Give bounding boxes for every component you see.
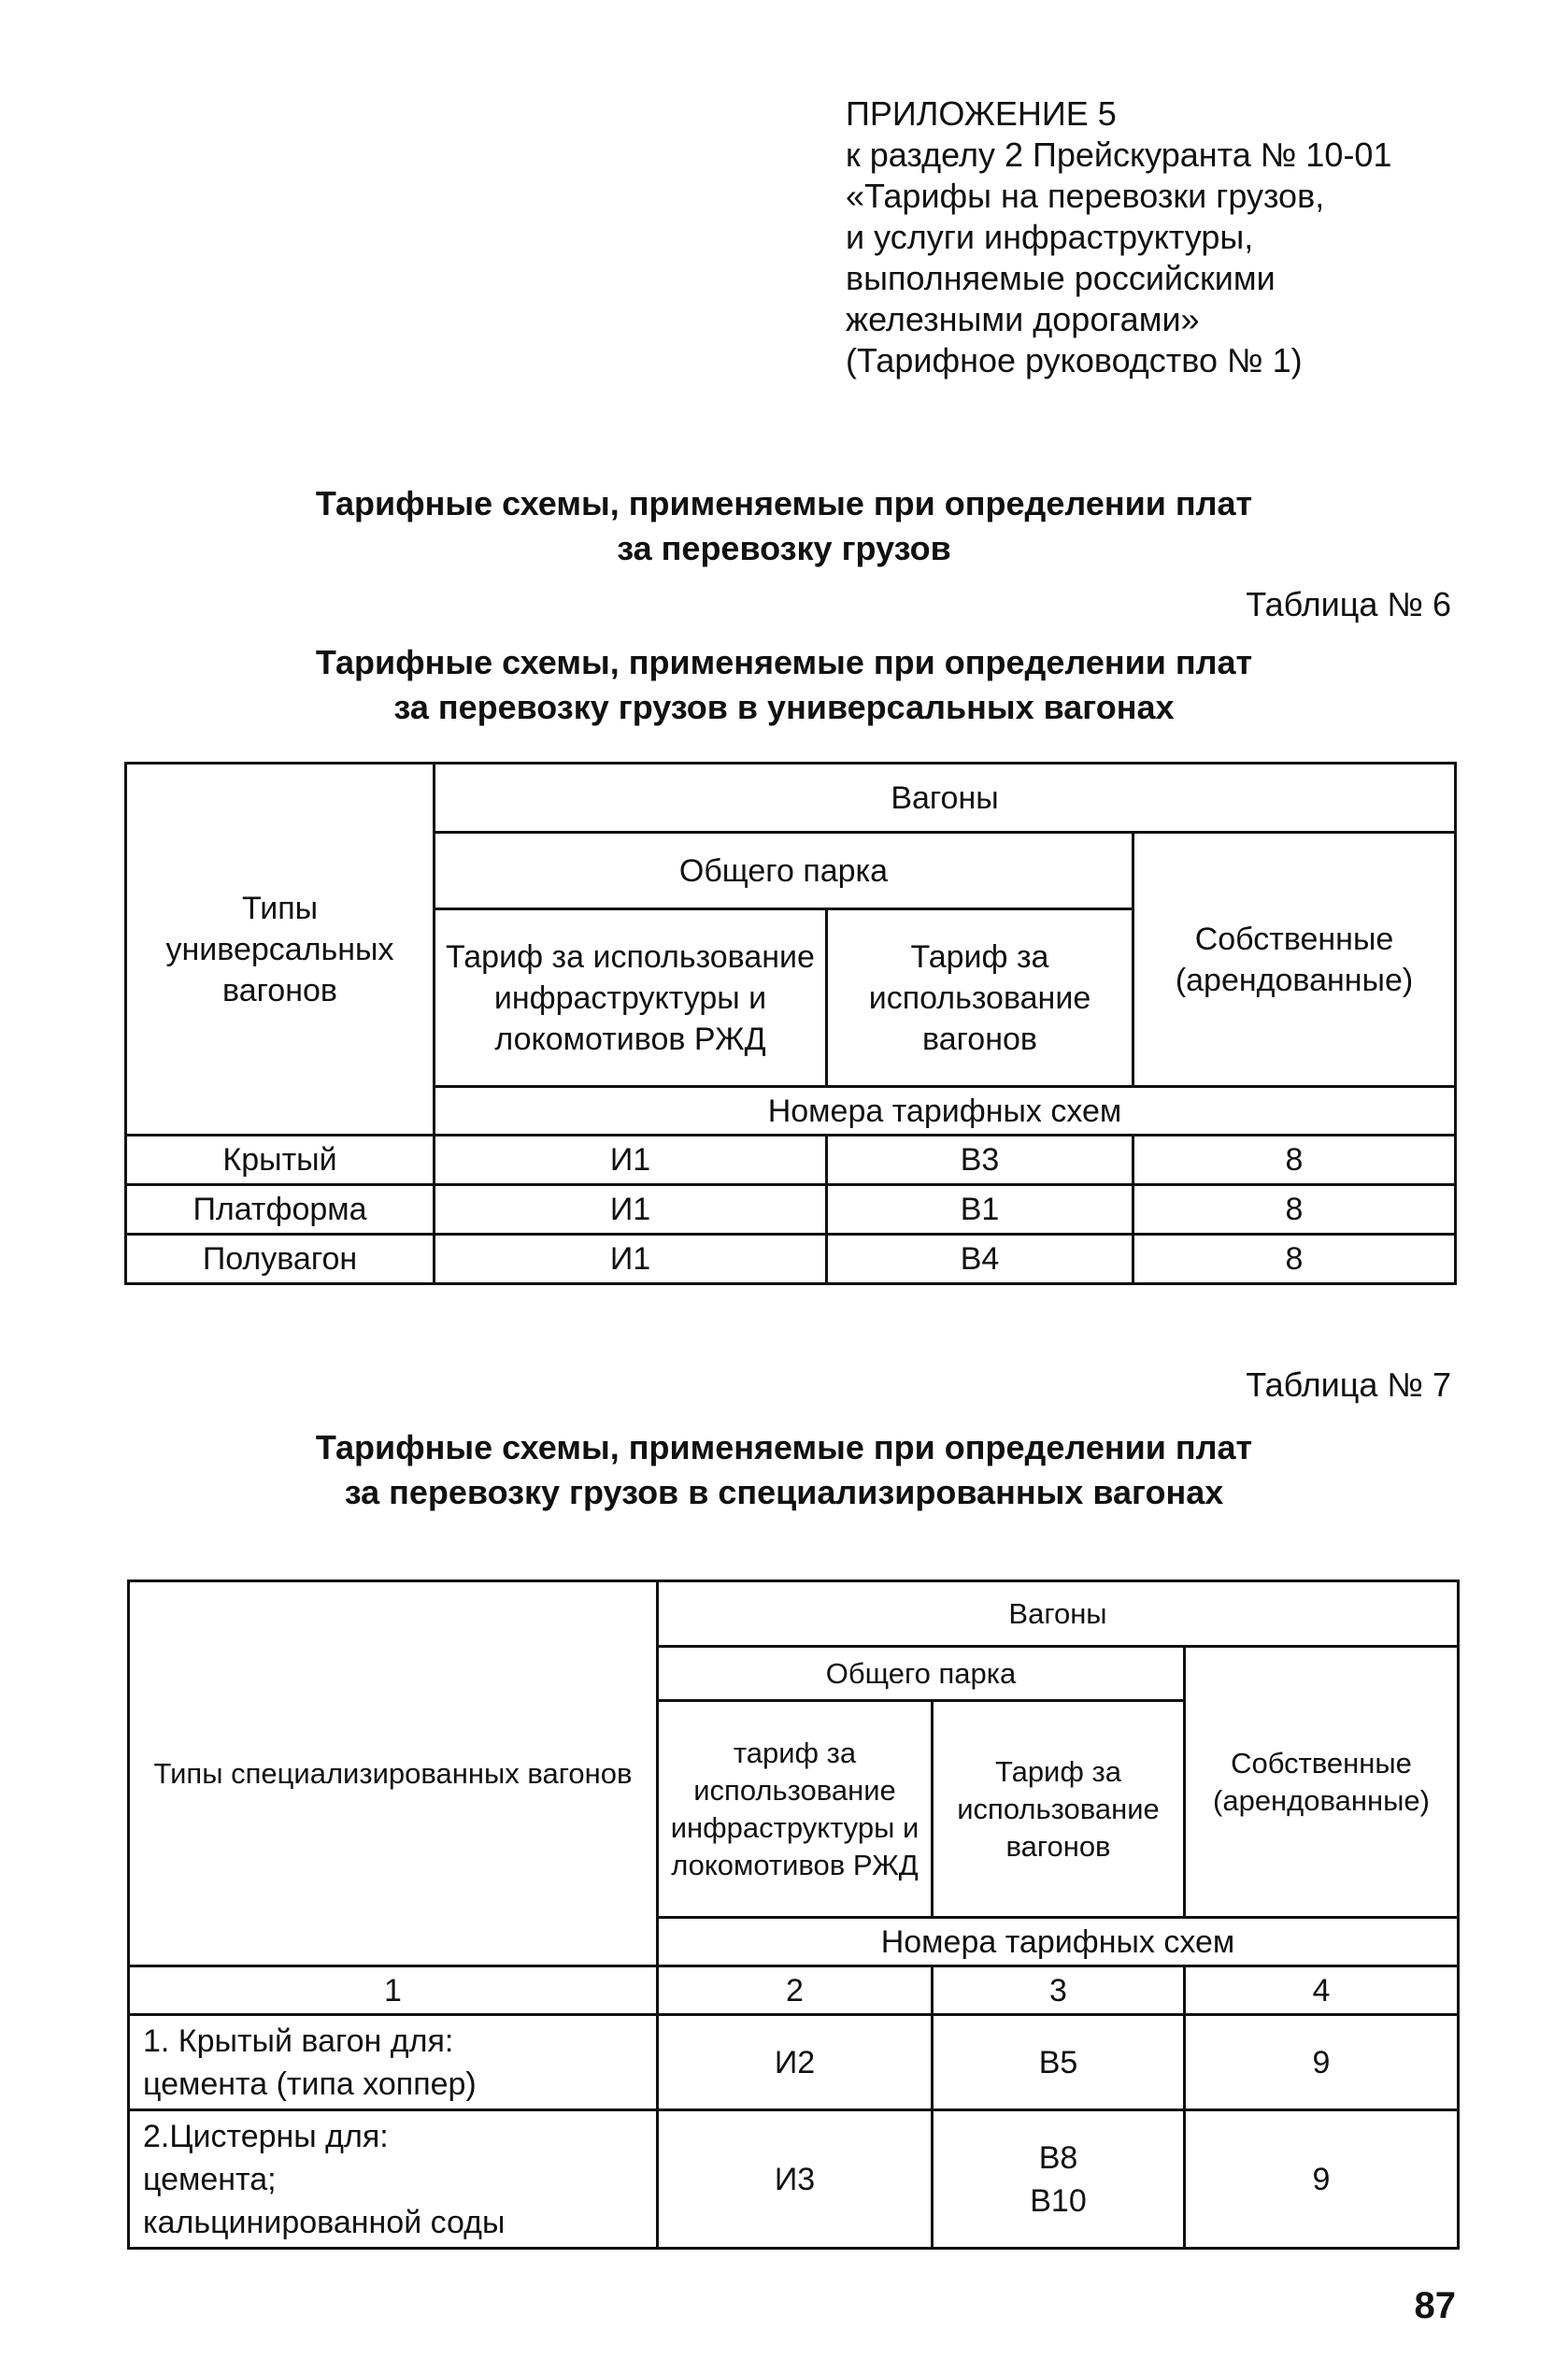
row-type-line: кальцинированной соды — [143, 2204, 506, 2240]
table-row — [126, 1235, 1456, 1284]
table7-header-general-park: Общего парка — [658, 1647, 1185, 1701]
table-row — [129, 2015, 1459, 2110]
table6-header-scheme-numbers: Номера тарифных схем — [435, 1087, 1456, 1136]
table-row — [126, 1136, 1456, 1185]
table7-title — [0, 1425, 1568, 1515]
table7-header-own: Собственные (арендованные) — [1185, 1647, 1459, 1918]
table6-title-line: за перевозку грузов в универсальных вагонах — [393, 688, 1175, 726]
row-type-line: цемента; — [143, 2161, 277, 2197]
table6-header-wagons: Вагоны — [435, 764, 1456, 833]
main-title-line: за перевозку грузов — [617, 529, 951, 567]
col-number: 1 — [129, 1966, 658, 2015]
row-type — [129, 2015, 658, 2110]
appendix-line: к разделу 2 Прейскуранта № 10-01 — [846, 136, 1392, 174]
row-type: Крытый — [126, 1136, 435, 1185]
col-number: 4 — [1185, 1966, 1459, 2015]
table6-number: Таблица № 6 — [1246, 585, 1451, 623]
table7-title-line: за перевозку грузов в специализированных вагонах — [344, 1473, 1224, 1511]
appendix-header — [846, 93, 1500, 381]
table7-header-tariff-infra: тариф за использование инфраструктуры и локомотивов РЖД — [658, 1701, 933, 1918]
row-wagons — [933, 2110, 1185, 2249]
row-wagons-line: В10 — [1030, 2182, 1087, 2219]
table7-header-scheme-numbers: Номера тарифных схем — [658, 1918, 1459, 1966]
table7-number: Таблица № 7 — [1246, 1365, 1451, 1404]
row-type: Полувагон — [126, 1235, 435, 1284]
row-wagons: В3 — [827, 1136, 1133, 1185]
table6-header-own: Собственные (арендованные) — [1133, 833, 1456, 1087]
row-infra: И1 — [435, 1185, 827, 1235]
main-title-line: Тарифные схемы, применяемые при определении плат — [315, 484, 1253, 522]
table7 — [127, 1580, 1460, 2250]
row-wagons — [933, 2015, 1185, 2110]
row-infra: И1 — [435, 1136, 827, 1185]
table6-header-tariff-wagons: Тариф за использование вагонов — [827, 909, 1133, 1087]
table6-title-line: Тарифные схемы, применяемые при определении плат — [315, 643, 1253, 681]
table-row — [129, 1966, 1459, 2015]
table6-header-general-park: Общего парка — [435, 833, 1133, 909]
appendix-line: «Тарифы на перевозки грузов, — [846, 177, 1325, 215]
table6-title — [0, 640, 1568, 730]
col-number: 3 — [933, 1966, 1185, 2015]
row-own: 9 — [1185, 2015, 1459, 2110]
row-infra: И3 — [658, 2110, 933, 2249]
row-own: 8 — [1133, 1136, 1456, 1185]
appendix-line: железными дорогами» — [846, 300, 1200, 338]
main-title — [0, 481, 1568, 571]
row-own: 8 — [1133, 1185, 1456, 1235]
table6-header-tariff-infra: Тариф за использование инфраструктуры и локомотивов РЖД — [435, 909, 827, 1087]
row-own: 9 — [1185, 2110, 1459, 2249]
table7-header-tariff-wagons: Тариф за использование вагонов — [933, 1701, 1185, 1918]
table-row — [126, 1185, 1456, 1235]
row-infra: И1 — [435, 1235, 827, 1284]
table7-header-wagons: Вагоны — [658, 1581, 1459, 1647]
row-type-line: 1. Крытый вагон для: — [143, 2023, 454, 2059]
table6-header-types: Типы универсальных вагонов — [126, 764, 435, 1136]
appendix-line: и услуги инфраструктуры, — [846, 218, 1254, 256]
row-type — [129, 2110, 658, 2249]
appendix-line: выполняемые российскими — [846, 259, 1276, 297]
appendix-line: (Тарифное руководство № 1) — [846, 341, 1303, 379]
row-wagons: В4 — [827, 1235, 1133, 1284]
row-wagons: В1 — [827, 1185, 1133, 1235]
col-number: 2 — [658, 1966, 933, 2015]
row-type-line: 2.Цистерны для: — [143, 2118, 389, 2154]
table7-title-line: Тарифные схемы, применяемые при определении плат — [315, 1428, 1253, 1466]
row-type: Платформа — [126, 1185, 435, 1235]
row-wagons-line: В5 — [1038, 2044, 1078, 2080]
row-wagons-line: В8 — [1038, 2139, 1078, 2176]
table-row — [129, 2110, 1459, 2249]
table7-header-types: Типы специализированных вагонов — [129, 1581, 658, 1966]
row-infra: И2 — [658, 2015, 933, 2110]
table6 — [124, 762, 1457, 1285]
page-number: 87 — [1414, 2285, 1456, 2326]
row-own: 8 — [1133, 1235, 1456, 1284]
appendix-line: ПРИЛОЖЕНИЕ 5 — [846, 94, 1117, 133]
row-type-line: цемента (типа хоппер) — [143, 2066, 477, 2102]
